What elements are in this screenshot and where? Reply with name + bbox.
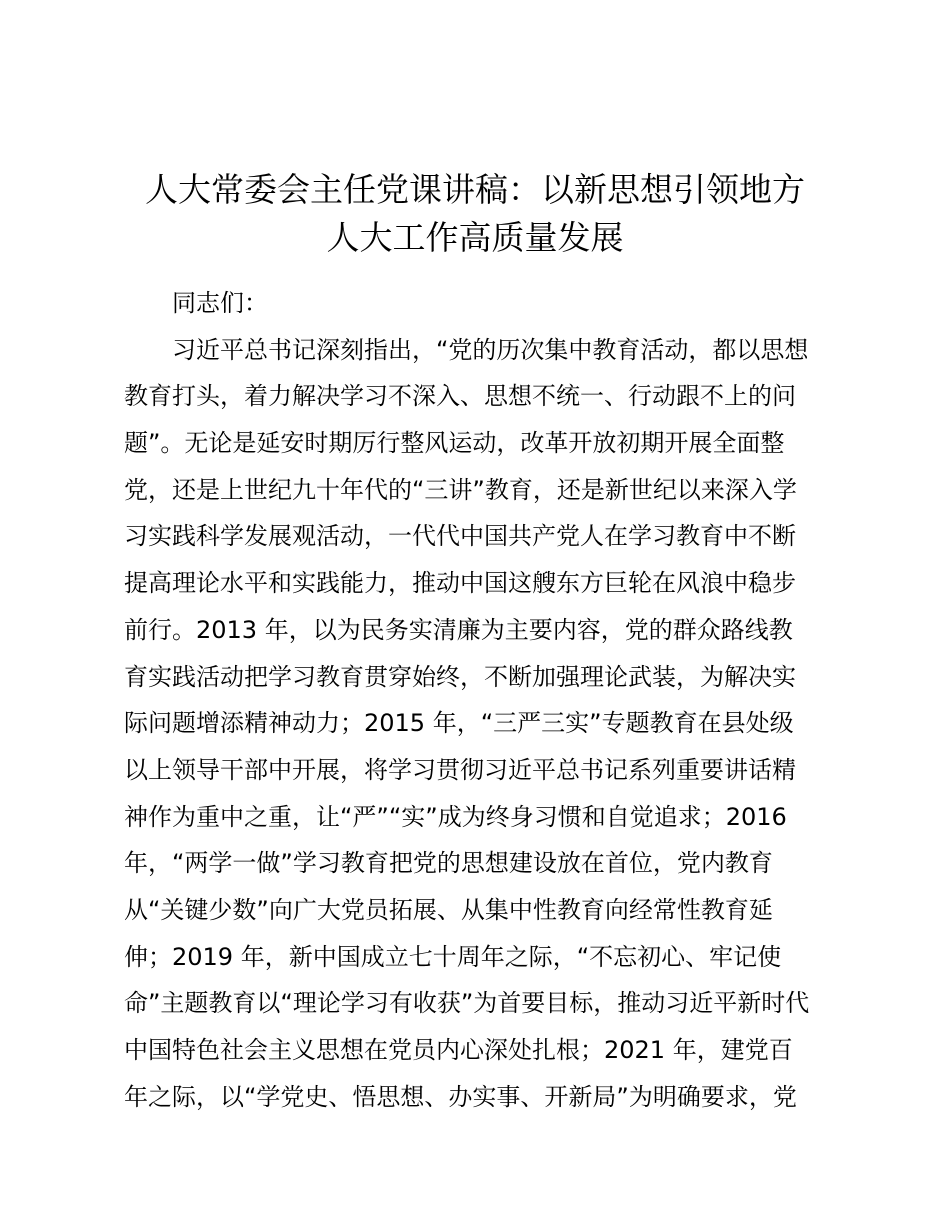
paragraph-line: 育实践活动把学习教育贯穿始终，不断加强理论武装，为解决实 [124, 662, 796, 691]
paragraph-line: 年，“两学一做”学习教育把党的思想建设放在首位，党内教育 [124, 849, 773, 878]
paragraph-line: 习实践科学发展观活动，一代代中国共产党人在学习教育中不断 [124, 522, 796, 551]
paragraph-line: 教育打头，着力解决学习不深入、思想不统一、行动跟不上的问 [124, 382, 796, 411]
paragraph-line: 习近平总书记深刻指出，“党的历次集中教育活动，都以思想 [172, 335, 809, 364]
paragraph-line: 题”。无论是延安时期厉行整风运动，改革开放初期开展全面整 [124, 429, 785, 458]
salutation: 同志们： [172, 289, 268, 317]
paragraph-line: 提高理论水平和实践能力，推动中国这艘东方巨轮在风浪中稳步 [124, 569, 796, 598]
paragraph-line: 中国特色社会主义思想在党员内心深处扎根；2021 年，建党百 [124, 1036, 793, 1064]
paragraph-line: 前行。2013 年，以为民务实清廉为主要内容，党的群众路线教 [124, 615, 793, 644]
document-title [100, 166, 850, 262]
title-line-2: 人大工作高质量发展 [326, 218, 624, 257]
paragraph-line: 党，还是上世纪九十年代的“三讲”教育，还是新世纪以来深入学 [124, 475, 797, 504]
paragraph-line: 伸；2019 年，新中国成立七十周年之际，“不忘初心、牢记使 [124, 942, 782, 971]
paragraph-line: 命”主题教育以“理论学习有收获”为首要目标，推动习近平新时代 [124, 989, 810, 1018]
paragraph-line: 以上领导干部中开展，将学习贯彻习近平总书记系列重要讲话精 [124, 755, 796, 784]
paragraph-line: 年之际，以“学党史、悟思想、办实事、开新局”为明确要求，党 [124, 1082, 797, 1111]
document-body [124, 280, 844, 1120]
paragraph-line: 从“关键少数”向广大党员拓展、从集中性教育向经常性教育延 [124, 895, 773, 924]
title-line-1: 人大常委会主任党课讲稿：以新思想引领地方 [145, 170, 805, 209]
paragraph-line: 神作为重中之重，让“严”“实”成为终身习惯和自觉追求；2016 [124, 802, 787, 831]
paragraph-line: 际问题增添精神动力；2015 年，“三严三实”专题教育在县处级 [124, 709, 794, 738]
